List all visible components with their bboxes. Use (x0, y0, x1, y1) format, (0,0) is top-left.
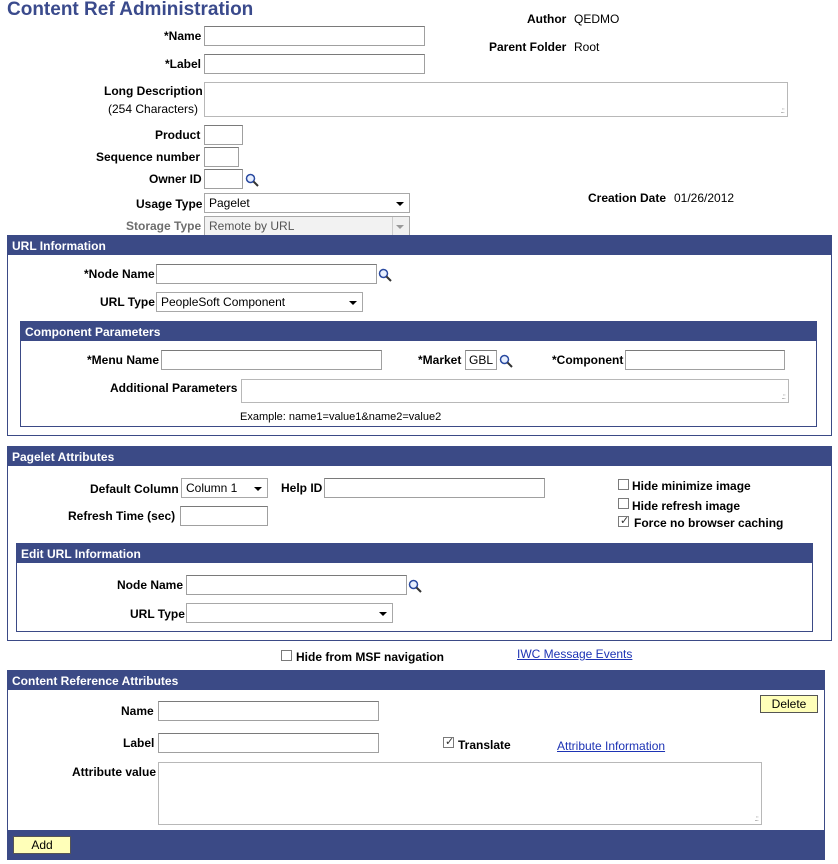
label-label: *Label (165, 57, 202, 71)
help-id-input[interactable] (324, 478, 545, 498)
long-description-label: Long Description (104, 84, 203, 98)
chevron-down-icon (349, 301, 357, 305)
edit-node-name-input[interactable] (186, 575, 407, 595)
name-label: *Name (164, 29, 202, 43)
hide-refresh-checkbox[interactable] (618, 498, 629, 509)
storage-type-select (204, 216, 410, 236)
resize-grip-icon: .:: (780, 106, 784, 115)
usage-type-label: Usage Type (136, 197, 203, 211)
hide-minimize-checkbox[interactable] (618, 479, 629, 490)
product-input[interactable] (204, 125, 243, 145)
hide-refresh-label: Hide refresh image (632, 499, 741, 513)
chevron-down-icon (396, 202, 404, 206)
edit-url-type-select[interactable] (186, 603, 393, 623)
attr-label-input[interactable] (158, 733, 379, 753)
force-no-cache-label: Force no browser caching (634, 516, 784, 530)
translate-checkbox[interactable] (443, 737, 454, 748)
hide-msf-checkbox[interactable] (281, 650, 292, 661)
owner-id-label: Owner ID (149, 172, 202, 186)
additional-parameters-label: Additional Parameters (110, 381, 238, 395)
parent-folder-label: Parent Folder (489, 40, 567, 54)
delete-button[interactable]: Delete (760, 695, 818, 713)
edit-url-information-header: Edit URL Information (17, 544, 812, 563)
checkmark-icon: ✓ (620, 515, 630, 527)
default-column-select[interactable] (181, 478, 268, 498)
chevron-down-icon (254, 487, 262, 491)
force-no-cache-checkbox[interactable] (618, 516, 629, 527)
refresh-time-input[interactable] (180, 506, 268, 526)
additional-parameters-example: Example: name1=value1&name2=value2 (240, 411, 442, 423)
translate-label: Translate (458, 738, 511, 752)
url-type-value: PeopleSoft Component (161, 295, 286, 309)
usage-type-value: Pagelet (209, 196, 250, 210)
storage-type-value: Remote by URL (209, 219, 295, 233)
name-input[interactable] (204, 26, 425, 46)
url-type-select[interactable] (156, 292, 363, 312)
component-label: *Component (552, 353, 624, 367)
help-id-label: Help ID (281, 481, 323, 495)
creation-date-label: Creation Date (588, 191, 667, 205)
menu-name-input[interactable] (161, 350, 382, 370)
market-input[interactable] (465, 350, 497, 370)
sequence-number-label: Sequence number (96, 150, 201, 164)
add-button-bar (7, 830, 825, 860)
owner-id-input[interactable] (204, 169, 243, 189)
content-reference-attributes-header: Content Reference Attributes (8, 671, 824, 690)
url-information-header: URL Information (8, 236, 831, 255)
node-name-label: *Node Name (84, 267, 155, 281)
resize-grip-icon: .:: (781, 392, 785, 401)
market-label: *Market (418, 353, 462, 367)
magnifier-lookup-icon[interactable] (378, 268, 392, 282)
long-description-sublabel: (254 Characters) (108, 102, 199, 116)
checkmark-icon: ✓ (445, 736, 455, 748)
attr-label-label: Label (123, 736, 155, 750)
label-input[interactable] (204, 54, 425, 74)
chevron-down-icon (379, 612, 387, 616)
edit-url-type-label: URL Type (130, 607, 185, 621)
author-label: Author (527, 12, 567, 26)
pagelet-attributes-header: Pagelet Attributes (8, 447, 831, 466)
attribute-information-link[interactable]: Attribute Information (557, 739, 666, 753)
attr-name-input[interactable] (158, 701, 379, 721)
page-title: Content Ref Administration (7, 0, 254, 20)
iwc-message-events-link[interactable]: IWC Message Events (517, 647, 633, 661)
attr-name-label: Name (121, 704, 154, 718)
magnifier-lookup-icon[interactable] (245, 173, 259, 187)
creation-date-value: 01/26/2012 (674, 191, 735, 205)
magnifier-lookup-icon[interactable] (408, 579, 422, 593)
chevron-down-icon (396, 225, 404, 229)
storage-type-label: Storage Type (126, 219, 202, 233)
magnifier-lookup-icon[interactable] (499, 354, 513, 368)
default-column-value: Column 1 (186, 481, 238, 495)
usage-type-select[interactable] (204, 193, 410, 213)
long-description-textarea[interactable] (204, 82, 788, 117)
parent-folder-value: Root (574, 40, 600, 54)
component-input[interactable] (625, 350, 785, 370)
product-label: Product (155, 128, 201, 142)
menu-name-label: *Menu Name (87, 353, 160, 367)
component-parameters-header: Component Parameters (21, 322, 816, 341)
url-type-label: URL Type (100, 295, 155, 309)
attribute-value-label: Attribute value (72, 765, 157, 779)
additional-parameters-textarea[interactable] (241, 379, 789, 403)
hide-minimize-label: Hide minimize image (632, 479, 751, 493)
sequence-number-input[interactable] (204, 147, 239, 167)
hide-msf-label: Hide from MSF navigation (296, 650, 445, 664)
attribute-value-textarea[interactable] (158, 762, 762, 825)
refresh-time-label: Refresh Time (sec) (68, 509, 176, 523)
default-column-label: Default Column (90, 482, 179, 496)
edit-node-name-label: Node Name (117, 578, 184, 592)
add-button[interactable]: Add (13, 836, 71, 854)
author-value: QEDMO (574, 12, 620, 26)
node-name-input[interactable] (156, 264, 377, 284)
resize-grip-icon: .:: (754, 814, 758, 823)
